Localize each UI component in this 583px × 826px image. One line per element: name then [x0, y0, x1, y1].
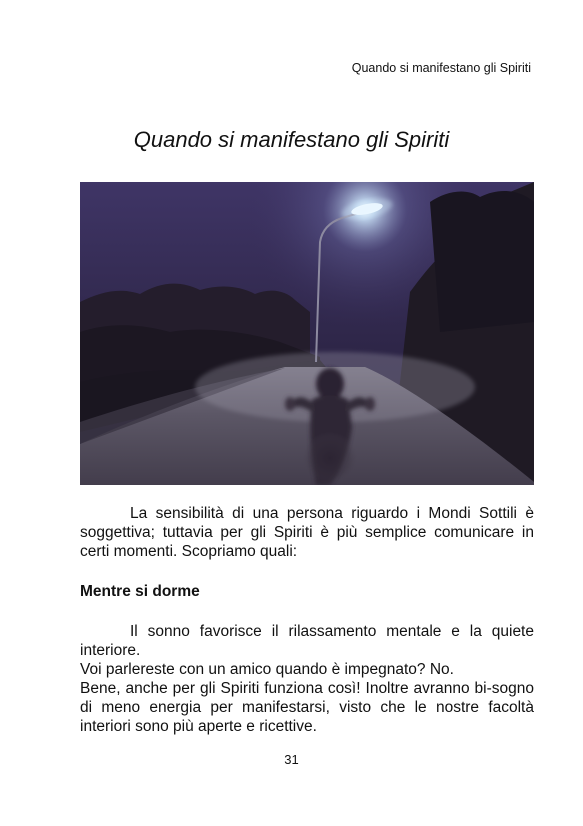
question-paragraph: Voi parlereste con un amico quando è impegnato? No. — [80, 661, 454, 678]
night-street-photo — [80, 182, 534, 485]
intro-paragraph: La sensibilità di una persona riguardo i Mondi Sottili è soggettiva; tuttavia per gli Spiriti è più semplice comunicare in certi momenti. Scopriamo quali: — [80, 505, 534, 560]
page-number: 31 — [284, 752, 299, 767]
page-title: Quando si manifestano gli Spiriti — [133, 127, 450, 152]
sleep-paragraph: Il sonno favorisce il rilassamento mentale e la quiete interiore. — [80, 623, 534, 659]
section-heading: Mentre si dorme — [80, 583, 200, 600]
running-header: Quando si manifestano gli Spiriti — [351, 61, 531, 75]
conclusion-paragraph: Bene, anche per gli Spiriti funziona così! Inoltre avranno bi-sogno di meno energia per manifestarsi, visto che le nostre facoltà interiori sono più aperte e ricettive. — [80, 680, 534, 735]
